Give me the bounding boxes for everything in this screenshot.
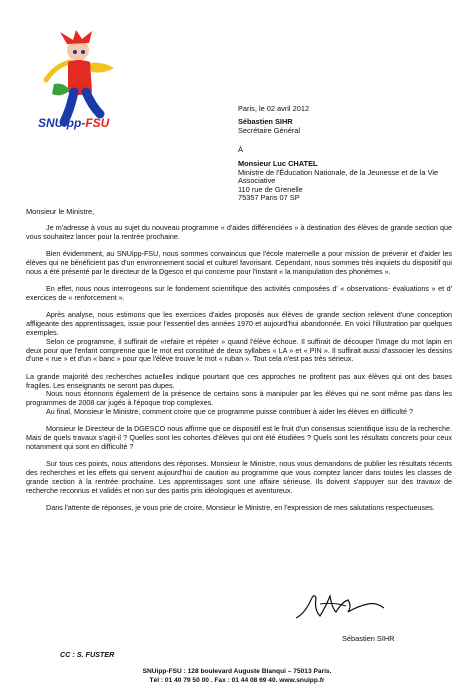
paragraph: En effet, nous nous interrogeons sur le fondement scientifique des activités composées d' « observations- évaluations » et d' exercices de « renforcement ».: [26, 284, 452, 302]
recipient-line3: 75357 Paris 07 SP: [238, 193, 300, 203]
logo-wordmark: [38, 116, 109, 130]
address-marker: À: [238, 145, 243, 154]
footer: [0, 668, 474, 685]
cc-line: CC : S. FUSTER: [60, 650, 115, 659]
sender-name: Sébastien SIHR: [238, 117, 293, 126]
paragraph: Selon ce programme, il suffirait de «refaire et répéter » quand l'élève échoue. Il suffirait de découper l'image du mot lapin en deux pour que l'enfant comprenne que le mot est constitué de deux syllabes « LA » et « PIN ». Il suffirait aussi d'associer les dessins d'une « rue » et d'un « banc » pour que l'élève trouve le mot « ruban ». Tout cela n'est pas très sérieux.: [26, 336, 452, 364]
footer-contact: Tél : 01 40 79 50 00 . Fax : 01 44 08 69 40. www.snuipp.fr: [149, 676, 325, 684]
footer-address: SNUipp-FSU : 128 boulevard Auguste Blanqui – 75013 Paris.: [142, 668, 332, 675]
sender-block: [238, 117, 300, 135]
recipient-name: Monsieur Luc CHATEL: [238, 159, 318, 168]
paragraph: Monsieur le Directeur de la DGESCO nous affirme que ce dispositif est le fruit d'un consensus scientifique issu de la recherche. Mais de quels travaux s'agit-il ? Quelles sont les cohortes d'élèves qui ont été étudiées ? Quels sont les résultats concrets pour ceux notamment qui sont en difficulté ?: [26, 424, 452, 451]
recipient-line2: 110 rue de Grenelle: [238, 184, 303, 194]
recipient-line1: Ministre de l'Éducation Nationale, de la Jeunesse et de la Vie Associative: [238, 167, 439, 186]
signature-name: Sébastien SIHR: [342, 634, 395, 643]
letter-body: [26, 224, 452, 521]
paragraph: Bien évidemment, au SNUipp-FSU, nous sommes convaincus que l'école maternelle a pour mission de prévenir et d'aider les élèves qui ne bénéficient pas d'un environnement social et culturel favorisant. Cependant, nous sommes très inquiets du dispositif qui nous a été présenté par le directeur de la Dgesco et qui concerne pour l'instant « la manipulation des phonèmes ».: [26, 249, 452, 276]
sender-title: Secrétaire Général: [238, 126, 301, 135]
recipient-block: [238, 160, 448, 203]
letter-date: Paris, le 02 avril 2012: [238, 104, 310, 113]
handwritten-signature: [290, 584, 390, 624]
paragraph: Sur tous ces points, nous attendons des réponses. Monsieur le Ministre, nous vous demandons de publier les résultats récents des recherches et les effets qui servent aujourd'hui de caution au programme que vous comptez lancer dans toutes les classes de grande section à la rentrée prochaine. Les apprentissages sont une affaire sérieuse. Ils doivent s'appuyer sur des travaux de recherche reconnus et validés et non sur des partis pris idéologiques et aventureux.: [26, 459, 452, 495]
salutation: Monsieur le Ministre,: [26, 207, 95, 216]
paragraph: Au final, Monsieur le Ministre, comment croire que ce programme puisse contribuer à aider les élèves en difficulté ?: [46, 406, 414, 416]
paragraph: Je m'adresse à vous au sujet du nouveau programme « d'aides différenciées » à destination des élèves de grande section que vous souhaitez lancer pour la rentrée prochaine.: [26, 223, 452, 241]
logo-text-main: SNUipp-: [38, 116, 86, 130]
logo-text-fsu: FSU: [85, 116, 110, 130]
paragraph: Dans l'attente de réponses, je vous prie de croire, Monsieur le Ministre, en l'expression de mes salutations respectueuses.: [46, 503, 435, 513]
paragraph: Après analyse, nous estimons que les exercices d'aides proposés aux élèves de grande section relèvent d'une conception affligeante des apprentissages, issue pour l'essentiel des années 1970 et aujourd'hui abandonnée. En voici l'illustration par quelques exemples.: [26, 310, 452, 337]
paragraph: La grande majorité des recherches actuelles indique pourtant que ces approches ne profitent pas aux élèves qui ont des bases fragiles. Les enseignants ne seront pas dupes.: [26, 371, 452, 390]
paragraph: Nous nous étonnons également de la présence de certains sons à manipuler par les élèves qui ne sont même pas dans les programmes de 2008 car jugés à l'époque trop complexes.: [26, 389, 452, 408]
child-mascot-logo-icon: [40, 30, 130, 130]
